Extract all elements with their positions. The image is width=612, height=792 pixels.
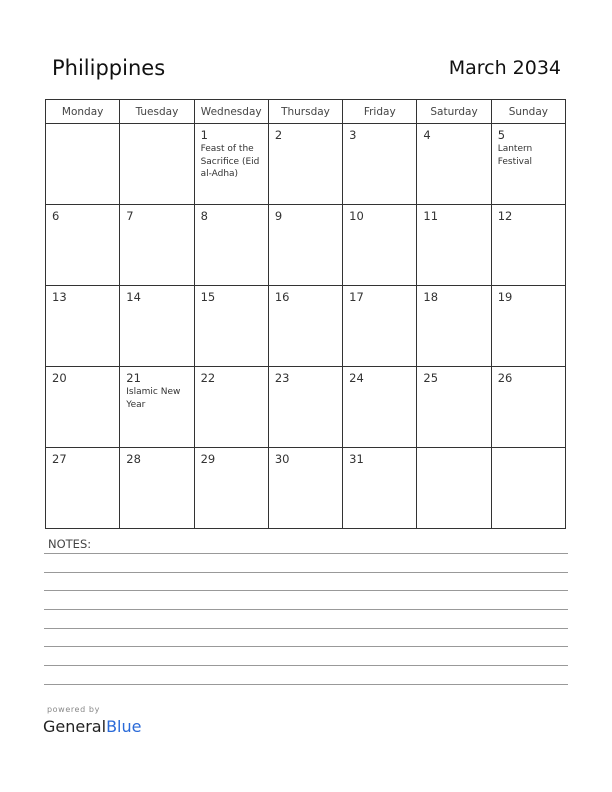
day-number: 21 (126, 371, 141, 385)
day-number: 25 (423, 371, 439, 385)
day-number: 7 (126, 209, 134, 223)
calendar-week-row (46, 205, 566, 286)
calendar-day-cell (194, 286, 268, 367)
calendar-day-cell (194, 205, 268, 286)
calendar-day-cell (491, 205, 565, 286)
calendar-day-cell (120, 205, 194, 286)
notes-label: NOTES: (48, 537, 92, 551)
day-number: 31 (349, 452, 364, 466)
brand-logo (43, 717, 141, 736)
day-number: 30 (274, 452, 290, 466)
day-number: 23 (274, 371, 290, 385)
day-number: 3 (349, 128, 357, 142)
calendar-day-cell (268, 205, 342, 286)
calendar-day-cell (46, 286, 120, 367)
day-number: 9 (274, 209, 283, 223)
calendar-day-cell (417, 124, 491, 205)
day-number: 14 (126, 290, 141, 304)
powered-by-text: powered by (47, 705, 100, 714)
day-number: 4 (423, 128, 431, 142)
notes-line (44, 553, 568, 554)
calendar-day-cell (120, 124, 194, 205)
holiday-label: Islamic New Year (126, 387, 181, 410)
calendar-week-row (46, 367, 566, 448)
day-number: 28 (126, 452, 141, 466)
day-number: 29 (200, 452, 216, 466)
day-number: 13 (52, 290, 67, 304)
weekday-sunday: Sunday (491, 100, 565, 124)
calendar-day-cell (343, 205, 417, 286)
calendar-day-cell (194, 124, 268, 205)
calendar-day-cell (417, 367, 491, 448)
calendar-day-cell (343, 286, 417, 367)
calendar-day-cell (194, 448, 268, 529)
day-number: 6 (52, 209, 60, 223)
day-number: 24 (349, 371, 364, 385)
calendar-day-cell (343, 367, 417, 448)
brand-blue: Blue (106, 717, 142, 736)
weekday-monday: Monday (46, 100, 120, 124)
weekday-tuesday: Tuesday (120, 100, 194, 124)
calendar-week-row (46, 124, 566, 205)
weekday-saturday: Saturday (417, 100, 491, 124)
calendar-day-cell (120, 367, 194, 448)
calendar-day-cell (268, 286, 342, 367)
day-number: 12 (497, 209, 513, 223)
notes-line (44, 609, 568, 610)
day-number: 10 (349, 209, 364, 223)
calendar-day-cell (491, 367, 565, 448)
calendar-week-row (46, 448, 566, 529)
notes-line (44, 646, 568, 647)
holiday-label: Lantern Festival (497, 144, 533, 167)
day-number: 15 (200, 290, 216, 304)
calendar-day-cell (120, 286, 194, 367)
day-number: 27 (52, 452, 67, 466)
calendar-day-cell (491, 448, 565, 529)
day-number: 17 (349, 290, 364, 304)
weekday-wednesday: Wednesday (194, 100, 268, 124)
day-number: 16 (274, 290, 290, 304)
calendar-day-cell (417, 205, 491, 286)
calendar-day-cell (268, 367, 342, 448)
calendar-day-cell (491, 124, 565, 205)
calendar-day-cell (46, 205, 120, 286)
calendar-day-cell (343, 448, 417, 529)
day-number: 1 (200, 128, 208, 142)
calendar-day-cell (268, 124, 342, 205)
calendar-day-cell (491, 286, 565, 367)
calendar-day-cell (46, 367, 120, 448)
notes-line (44, 665, 568, 666)
day-number: 18 (423, 290, 439, 304)
calendar-day-cell (268, 448, 342, 529)
notes-line (44, 684, 568, 685)
calendar-day-cell (46, 448, 120, 529)
notes-line (44, 590, 568, 591)
calendar-day-cell (417, 286, 491, 367)
month-year-title: March 2034 (448, 57, 561, 79)
country-title: Philippines (52, 56, 166, 80)
calendar-day-cell (120, 448, 194, 529)
calendar-day-cell (417, 448, 491, 529)
notes-line (44, 572, 568, 573)
calendar-day-cell (194, 367, 268, 448)
calendar-week-row (46, 286, 566, 367)
calendar-day-cell (46, 124, 120, 205)
day-number: 2 (274, 128, 283, 142)
day-number: 8 (200, 209, 208, 223)
weekday-friday: Friday (343, 100, 417, 124)
day-number: 5 (497, 128, 506, 142)
day-number: 11 (423, 209, 439, 223)
calendar-day-cell (343, 124, 417, 205)
calendar-grid (45, 99, 566, 529)
brand-general: General (43, 717, 107, 736)
day-number: 26 (497, 371, 513, 385)
day-number: 22 (200, 371, 216, 385)
holiday-label: Feast of the Sacrifice (Eid al-Adha) (200, 144, 260, 179)
day-number: 20 (52, 371, 67, 385)
notes-line (44, 628, 568, 629)
weekday-thursday: Thursday (268, 100, 342, 124)
weekday-header-row (46, 100, 566, 124)
day-number: 19 (497, 290, 513, 304)
